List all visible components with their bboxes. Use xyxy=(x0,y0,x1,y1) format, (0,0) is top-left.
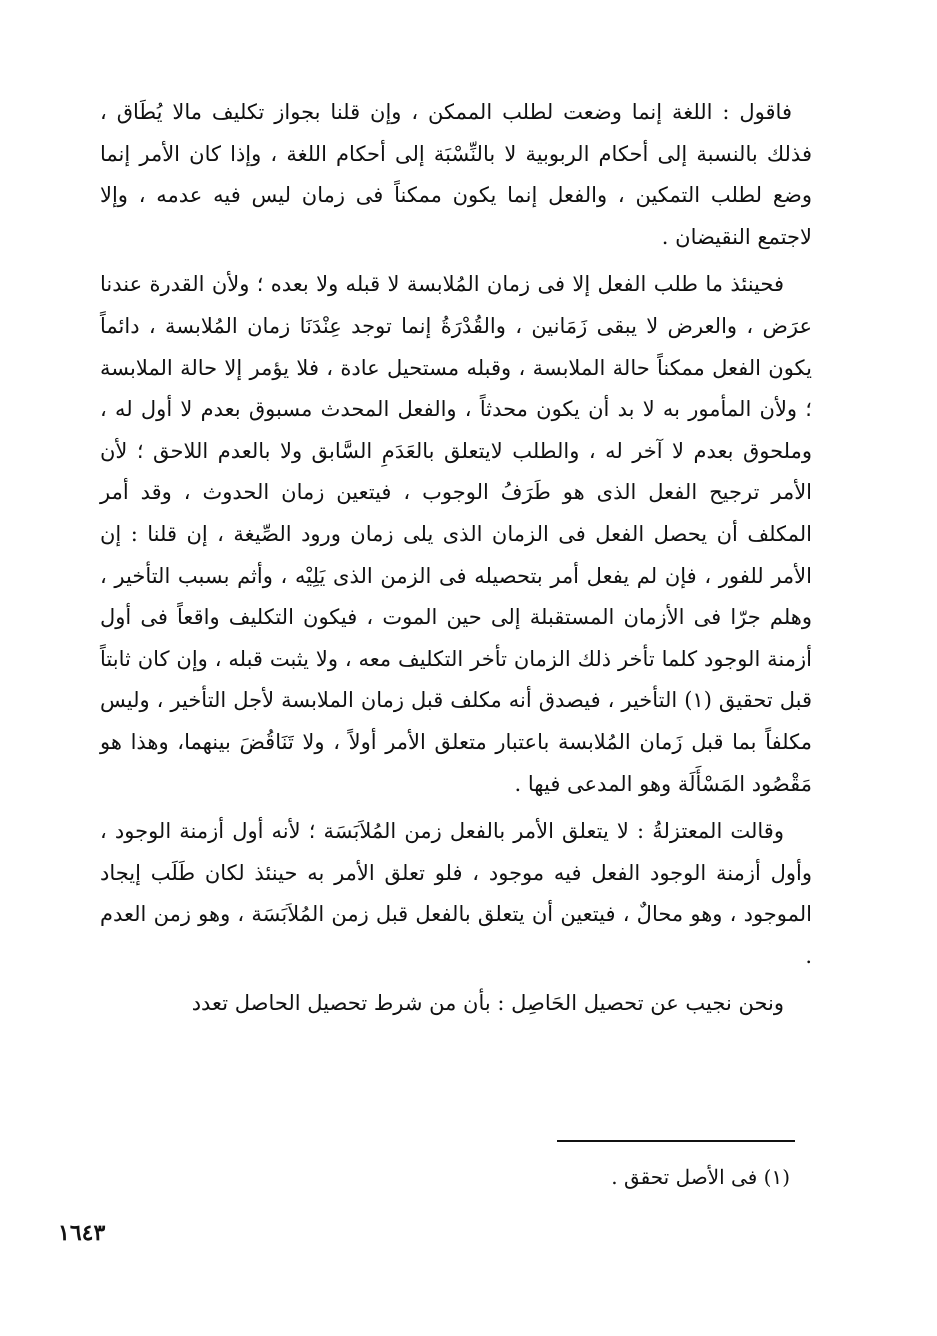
paragraph-2: فحينئذ ما طلب الفعل إلا فى زمان المُلابسة لا قبله ولا بعده ؛ ولأن القدرة عندنا عرَض ، والعرض لا يبقى زَمَانين ، والقُدْرَةُ إنما توجد عِنْدَنَا زمان المُلابسة ، دائماً يكون الفعل ممكناً حالة الملابسة ، وقبله مستحيل عادة ، فلا يؤمر إلا حالة الملابسة ؛ ولأن المأمور به لا بد أن يكون محدثاً ، والفعل المحدث مسبوق بعدم لا أول له ، وملحوق بعدم لا آخر له ، والطلب لايتعلق بالعَدَمِ السَّابق ولا بالعدم اللاحق ؛ لأن الأمر ترجيح الفعل الذى هو طَرَفُ الوجوب ، فيتعين زمان الحدوث ، وقد أمر المكلف أن يحصل الفعل فى الزمان الذى يلى زمان ورود الصِّيغة ، إن قلنا : إن الأمر للفور ، فإن لم يفعل أمر بتحصيله فى الزمن الذى يَلِيْه ، وأثم بسبب التأخير ، وهلم جرّا فى الأزمان المستقبلة إلى حين الموت ، فيكون التكليف واقعاً فى أول أزمنة الوجود كلما تأخر ذلك الزمان تأخر التكليف معه ، ولا يثبت قبله ، وإن كان ثابتاً قبل تحقيق (١) التأخير ، فيصدق أنه مكلف قبل زمان الملابسة لأجل التأخير ، وليس مكلفاً بما قبل زَمان المُلابسة باعتبار متعلق الأمر أولاً ، ولا تَنَاقُضَ بينهما، وهذا هو مَقْصُود المَسْأَلَة وهو المدعى فيها . xyxy=(100,272,812,796)
page-number: ١٦٤٣ xyxy=(58,1220,106,1246)
paragraph-4: ونحن نجيب عن تحصيل الحَاصِل : بأن من شرط تحصيل الحاصل تعدد xyxy=(191,991,784,1016)
footnote-divider xyxy=(557,1140,795,1142)
paragraph-3: وقالت المعتزلةُ : لا يتعلق الأمر بالفعل زمن المُلاَبَسَة ؛ لأنه أول أزمنة الوجود ، وأول أزمنة الوجود الفعل فيه موجود ، فلو تعلق الأمر به حينئذ لكان طَلَب إيجاد الموجود ، وهو محالٌ ، فيتعين أن يتعلق بالفعل قبل زمن المُلاَبَسَة ، وهو زمن العدم . xyxy=(100,819,812,968)
footnote: (١) فى الأصل تحقق . xyxy=(611,1165,790,1189)
paragraph-1: فاقول : اللغة إنما وضعت لطلب الممكن ، وإن قلنا بجواز تكليف مالا يُطَاق ، فذلك بالنسبة إلى أحكام الربوبية لا بالنِّسْبَة إلى أحكام اللغة ، وإذا كان الأمر إنما وضع لطلب التمكين ، والفعل إنما يكون ممكناً فى زمان ليس فيه عدمه ، وإلا لاجتمع النقيضان . xyxy=(100,100,812,249)
body-text xyxy=(100,92,812,1025)
